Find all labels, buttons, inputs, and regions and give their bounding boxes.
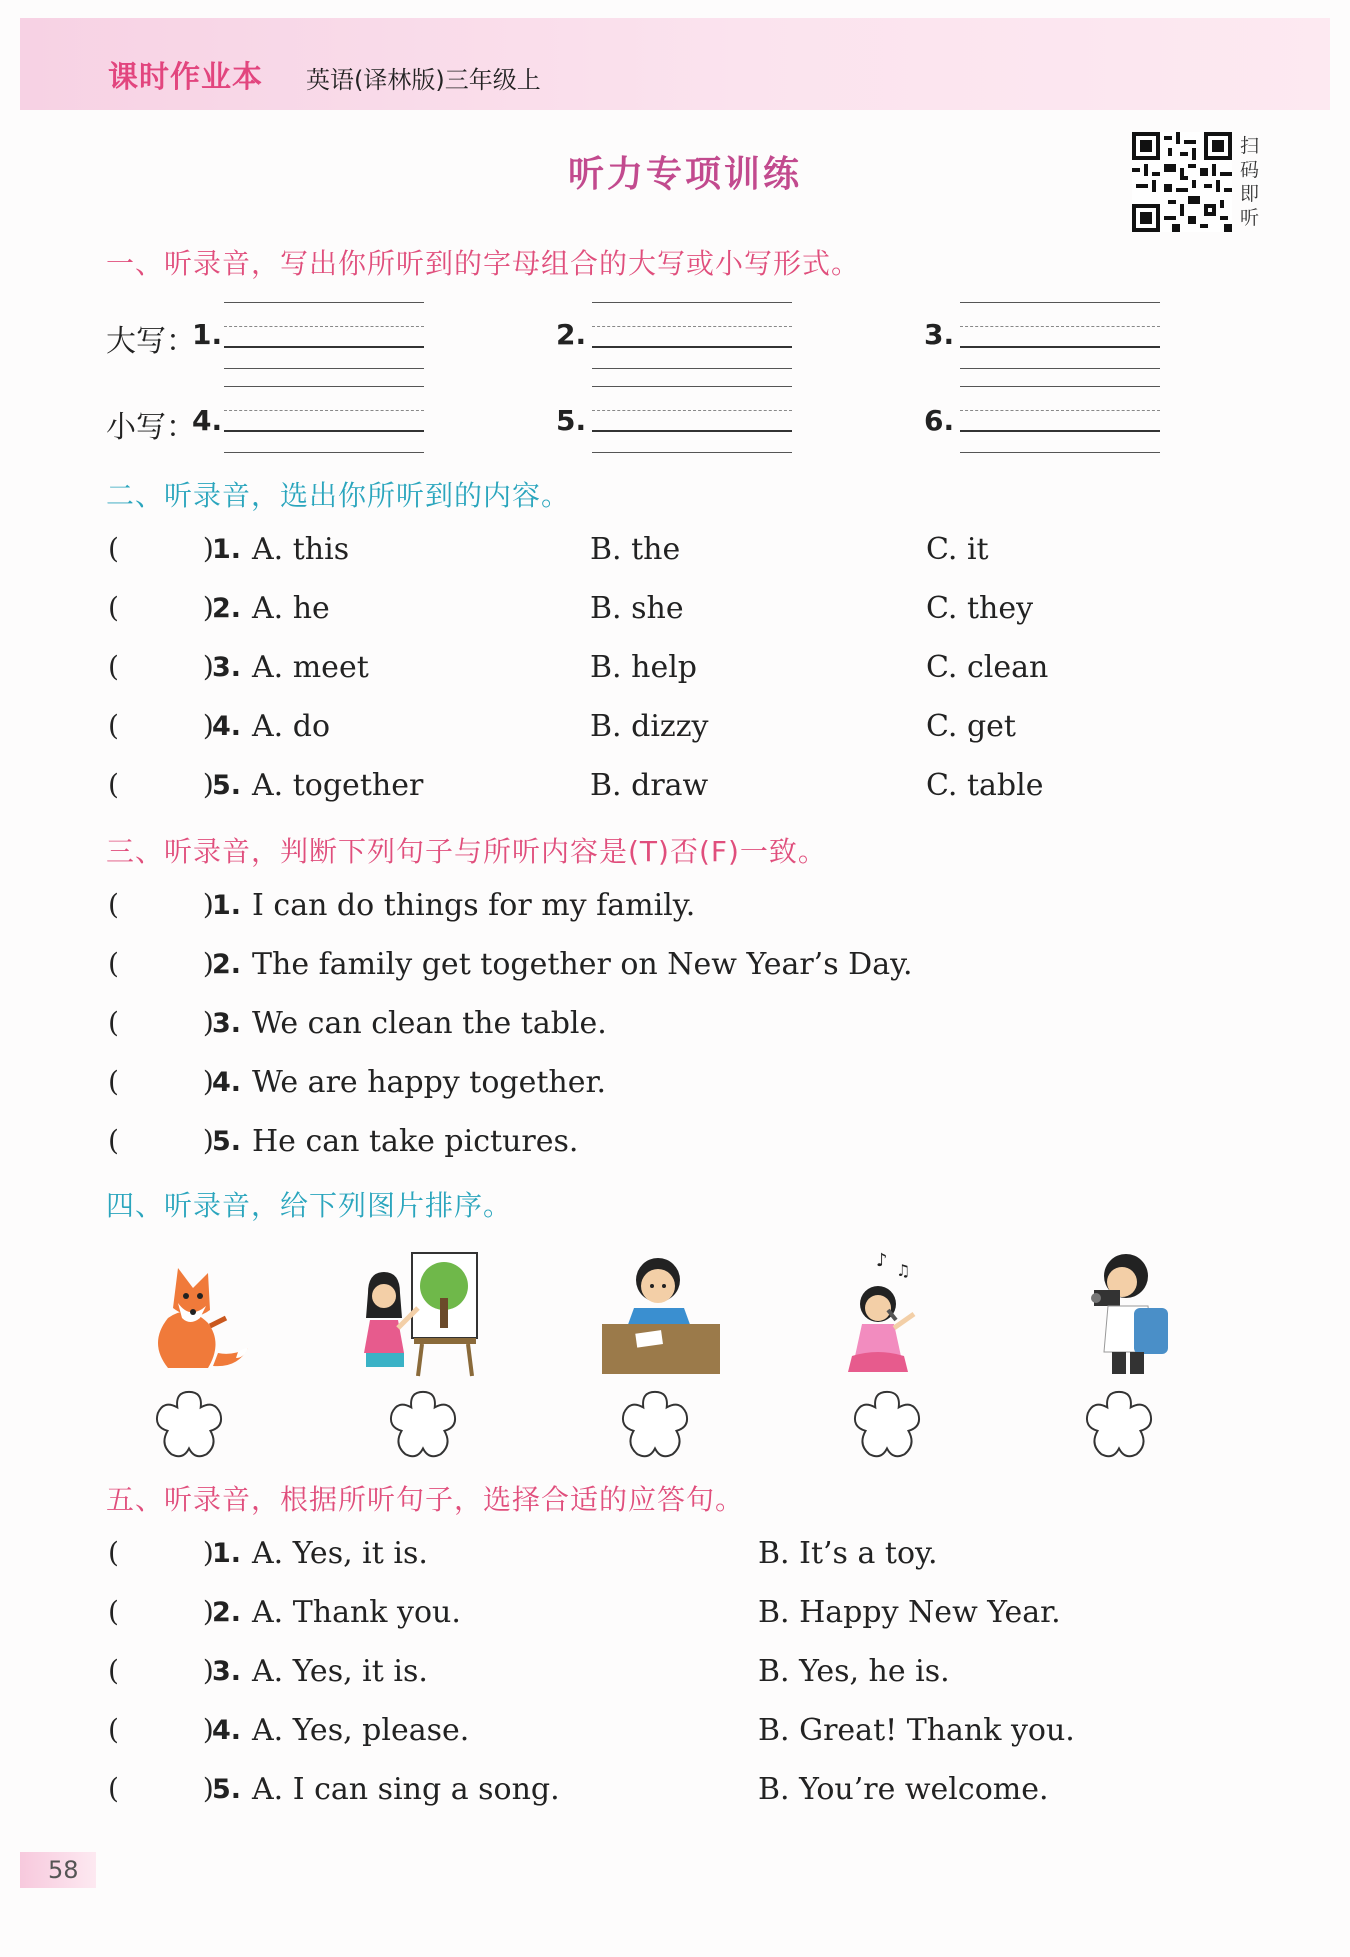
answer-paren[interactable]: ( ) <box>108 591 214 624</box>
answer-paren[interactable]: ( ) <box>108 1006 214 1039</box>
blank-number: 6. <box>924 404 955 437</box>
blank-number: 3. <box>924 318 955 351</box>
blank-number: 2. <box>556 318 587 351</box>
answer-paren[interactable]: ( ) <box>108 947 214 980</box>
blank-number: 4. <box>192 404 223 437</box>
lower-label: 小写： <box>106 410 196 445</box>
svg-text:♪: ♪ <box>876 1250 888 1271</box>
page-number-tab <box>20 1852 96 1888</box>
writing-lines-5[interactable] <box>592 386 792 476</box>
blank-number: 1. <box>192 318 223 351</box>
page-title: 听力专项训练 <box>567 154 802 195</box>
answer-paren[interactable]: ( ) <box>108 532 214 565</box>
section-4-title: 四、听录音，给下列图片排序。 <box>106 1189 513 1222</box>
section-2-list: ( ) 1. A. this B. the C. it ( ) 2. A. he B. she C. they ( ) 3. A. meet B. help C. clean ( ) 4. A. do B. dizzy C. get ( ) 5. A. together B. draw C. table <box>108 532 1049 803</box>
section-5-list: ( ) 1. A. Yes, it is. B. It’s a toy. ( ) 2. A. Thank you. B. Happy New Year. ( ) 3. A. Yes, it is. B. Yes, he is. ( ) 4. A. Yes, please. B. Great! Thank you. ( ) 5. A. I can sing a song. B. You’re welcome. <box>108 1536 1075 1807</box>
blank-number: 5. <box>556 404 587 437</box>
answer-paren[interactable]: ( ) <box>108 1654 214 1687</box>
answer-paren[interactable]: ( ) <box>108 709 214 742</box>
answer-paren[interactable]: ( ) <box>108 1536 214 1569</box>
section-1-title: 一、听录音，写出你所听到的字母组合的大写或小写形式。 <box>106 247 861 280</box>
page-number: 58 <box>48 1856 79 1884</box>
answer-paren[interactable]: ( ) <box>108 1713 214 1746</box>
section-5-title: 五、听录音，根据所听句子，选择合适的应答句。 <box>106 1483 745 1516</box>
girl-singing-icon <box>828 1248 958 1378</box>
section-3-title: 三、听录音，判断下列句子与所听内容是(T)否(F)一致。 <box>106 835 827 868</box>
flower-answer-box[interactable] <box>384 1386 462 1464</box>
answer-paren[interactable]: ( ) <box>108 650 214 683</box>
answer-paren[interactable]: ( ) <box>108 888 214 921</box>
fox-icon <box>138 1248 268 1378</box>
writing-lines-2[interactable] <box>592 302 792 392</box>
writing-lines-3[interactable] <box>960 302 1160 392</box>
book-title: 英语(译林版)三年级上 <box>306 66 541 94</box>
boy-taking-pictures-icon <box>1064 1248 1194 1378</box>
upper-label: 大写： <box>106 324 196 359</box>
scan-caption: 扫 码 即 听 <box>1240 135 1260 229</box>
answer-paren[interactable]: ( ) <box>108 1124 214 1157</box>
answer-paren[interactable]: ( ) <box>108 1065 214 1098</box>
brand-title: 课时作业本 <box>108 60 263 95</box>
answer-paren[interactable]: ( ) <box>108 768 214 801</box>
boy-cleaning-table-icon <box>596 1248 726 1378</box>
writing-lines-1[interactable] <box>224 302 424 392</box>
flower-answer-box[interactable] <box>1080 1386 1158 1464</box>
flower-answer-box[interactable] <box>616 1386 694 1464</box>
qr-code-icon[interactable] <box>1132 132 1232 232</box>
answer-paren[interactable]: ( ) <box>108 1595 214 1628</box>
flower-answer-box[interactable] <box>150 1386 228 1464</box>
section-2-title: 二、听录音，选出你所听到的内容。 <box>106 479 571 512</box>
girl-drawing-tree-icon <box>352 1248 482 1378</box>
writing-lines-4[interactable] <box>224 386 424 476</box>
flower-answer-box[interactable] <box>848 1386 926 1464</box>
svg-text:♫: ♫ <box>896 1261 911 1280</box>
section-3-list: ( ) 1. I can do things for my family. ( ) 2. The family get together on New Year’s Day. ( ) 3. We can clean the table. ( ) 4. We are happy together. ( ) 5. He can take pictures. <box>108 888 913 1159</box>
answer-paren[interactable]: ( ) <box>108 1772 214 1805</box>
writing-lines-6[interactable] <box>960 386 1160 476</box>
